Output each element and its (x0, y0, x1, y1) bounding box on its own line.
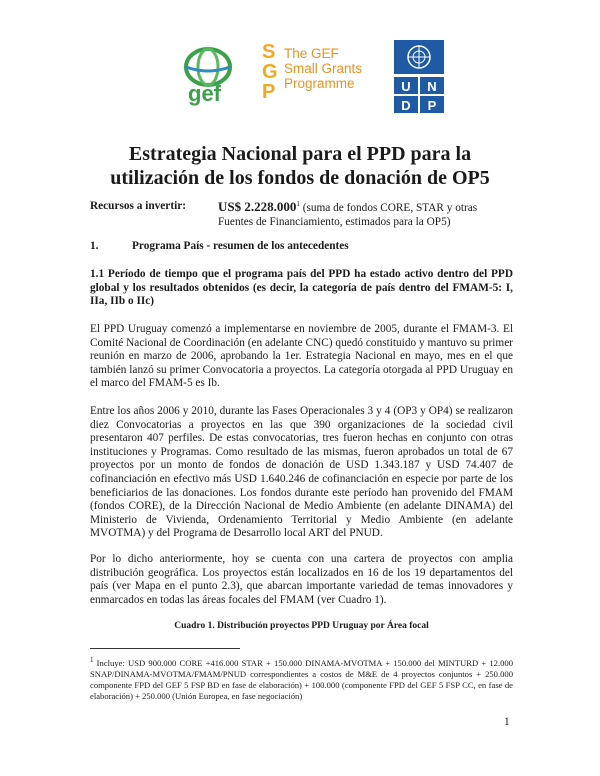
footnote-ref: 1 (296, 200, 300, 208)
sgp-line-3: Programme (284, 76, 355, 91)
paragraph-2: Entre los años 2006 y 2010, durante las Fases Operacionales 3 y 4 (OP3 y OP4) se realizaron diez Convocatorias a proyectos en las que 390 organizaciones de la sociedad civil presentaron 407 perfiles. De estas convocatorias, tres fueron hechas en conjunto con otras instituciones y Programas. Como resultado de las mismas, fueron aprobados un total de 67 proyectos por un monto de fondos de donación de USD 1.343.187 y USD 74.407 de cofinanciación en efectivo más USD 1.640.246 de cofinanciación en especie por parte de los beneficiarios de las donaciones. Los fondos durante este período han provenido del FMAM (fondos CORE), de la Dirección Nacional de Medio Ambiente (en adelante DINAMA) del Ministerio de Vivienda, Ordenamiento Territorial y Medio Ambiente (en adelante MVOTMA) y del Programa de Desarrollo local ART del PNUD. (90, 405, 513, 540)
undp-emblem-icon (394, 40, 444, 114)
paragraph-1: El PPD Uruguay comenzó a implementarse en noviembre de 2005, durante el FMAM-3. El Comité Nacional de Coordinación (en adelante CNC) quedó constituido y mantuvo su primer reunión en marzo de 2006, aprobando la 1er. Estrategia Nacional en mayo, mes en el que también lanzó su primer Convocatoria a proyectos. La categoría otorgada al PPD Uruguay en el marco del FMAM-5 es Ib. (90, 323, 513, 390)
sgp-letter-p: P (262, 81, 276, 103)
paragraph-3: Por lo dicho anteriormente, hoy se cuenta con una cartera de proyectos con amplia distribución geográfica. Los proyectos están localizados en 16 de los 19 departamentos del país (ver Mapa en el punto 2.3), que abarcan importante variedad de temas innovadores y enmarcados en todas las áreas focales del FMAM (ver Cuadro 1). (90, 553, 513, 606)
title-line-2: utilización de los fondos de donación de OP5 (110, 167, 490, 189)
sgp-logo (262, 42, 372, 114)
document-title (60, 142, 540, 190)
resources-label: Recursos a invertir: (90, 200, 186, 212)
undp-letter-p: P (427, 98, 437, 113)
table-caption: Cuadro 1. Distribución proyectos PPD Uruguay por Área focal (174, 621, 429, 631)
undp-letter-n: N (427, 79, 437, 94)
section-1-number: 1. (90, 240, 99, 252)
section-1-title: Programa País - resumen de los antecedentes (132, 240, 349, 252)
gef-logo-text: gef (188, 81, 221, 106)
resources-value (218, 197, 508, 229)
sgp-programme-name (284, 46, 362, 91)
title-line-1: Estrategia Nacional para el PPD para la (128, 143, 472, 165)
undp-logo (394, 40, 444, 114)
sgp-line-2: Small Grants (284, 61, 363, 76)
footnote-text: Incluye: USD 900.000 CORE +416.000 STAR + 150.000 DINAMA-MVOTMA + 150.000 del MINTURD + 12.000 SNAP/DINAMA-MVOTMA/FMAM/PNUD correspondientes a costos de M&E de 4 proyectos conjuntos + 250.000 componente FPD del GEF 5 FSP BD en fase de elaboración) + 100.000 (componente FPD del GEF 5 FSP CC, en fase de elaboración) + 250.000 (Unión Europea, en fase negociación) (90, 657, 513, 701)
sgp-letters (262, 42, 280, 102)
gef-logo (178, 45, 236, 109)
resources-amount: US$ 2.228.000 (218, 198, 297, 214)
undp-letter-u: U (401, 79, 411, 94)
sgp-letter-s: S (262, 41, 276, 63)
page-number: 1 (504, 716, 510, 728)
footnote-divider (90, 648, 240, 649)
section-1-1-heading: 1.1 Período de tiempo que el programa país del PPD ha estado activo dentro del PPD global y los resultados obtenidos (es decir, la categoría de país dentro del FMAM-5: I, IIa, IIb o IIc) (90, 268, 513, 308)
sgp-line-1: The GEF (284, 46, 339, 61)
undp-letter-d: D (401, 98, 411, 113)
logo-bar (0, 40, 600, 118)
section-1-heading (90, 240, 349, 252)
footnote (90, 655, 513, 702)
sgp-letter-g: G (262, 61, 278, 83)
footnote-mark: 1 (90, 656, 94, 664)
resources-description: (suma de fondos CORE, STAR y otras Fuentes de Financiamiento, estimados para la OP5) (218, 201, 478, 228)
